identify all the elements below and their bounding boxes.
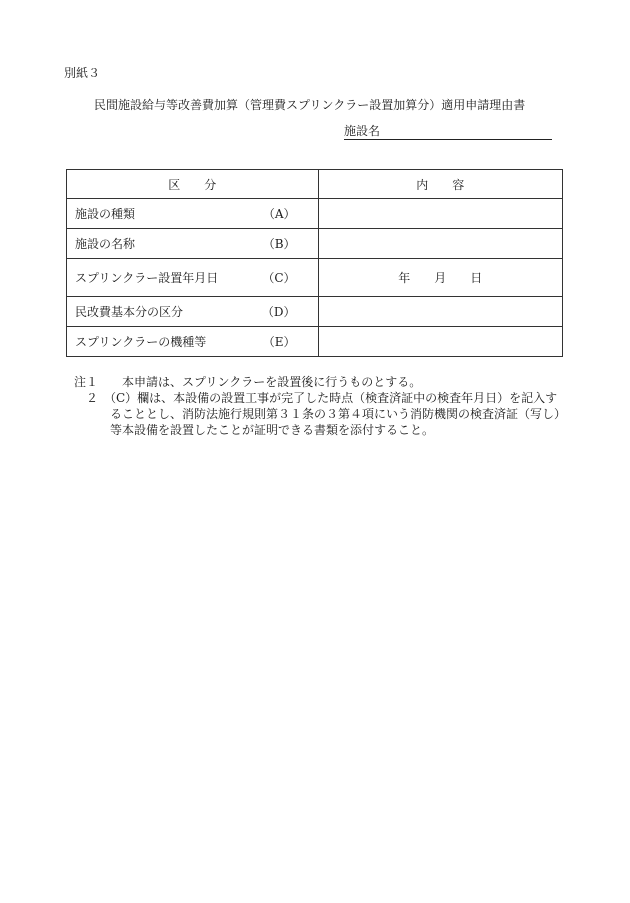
note-2-line-1: ２ （C）欄は、本設備の設置工事が完了した時点（検査済証中の検査年月日）を記入す — [74, 391, 558, 405]
application-table — [66, 169, 563, 357]
note-1: 注１ 本申請は、スプリンクラーを設置後に行うものとする。 — [74, 375, 422, 389]
table-row — [67, 297, 563, 327]
table-row — [67, 229, 563, 259]
row-label: 民改費基本分の区分 — [75, 305, 184, 319]
document-title: 民間施設給与等改善費加算（管理費スプリンクラー設置加算分）適用申請理由書 — [94, 98, 526, 112]
row-content-cell — [318, 297, 562, 327]
row-content-cell — [318, 199, 562, 229]
row-code: （E） — [262, 335, 296, 349]
row-label-cell — [67, 229, 319, 259]
row-content-cell — [318, 327, 562, 357]
table-header-row — [67, 170, 563, 199]
facility-name-field: 施設名 — [344, 124, 552, 140]
header-content: 内 容 — [318, 170, 562, 199]
header-category: 区 分 — [67, 170, 319, 199]
table-row — [67, 327, 563, 357]
table-row — [67, 259, 563, 297]
row-label-cell — [67, 199, 319, 229]
row-content-cell: 年 月 日 — [318, 259, 562, 297]
row-code: （B） — [262, 237, 296, 251]
row-label: 施設の名称 — [75, 237, 136, 251]
row-code: （C） — [262, 271, 296, 285]
row-label: スプリンクラー設置年月日 — [75, 271, 219, 285]
row-label-cell — [67, 327, 319, 357]
table-row — [67, 199, 563, 229]
attachment-label: 別紙３ — [64, 66, 101, 80]
row-label: スプリンクラーの機種等 — [75, 335, 207, 349]
note-2-line-2: ることとし、消防法施行規則第３１条の３第４項にいう消防機関の検査済証（写し） — [110, 407, 567, 421]
row-label: 施設の種類 — [75, 207, 136, 221]
notes-section — [74, 374, 566, 438]
row-content-cell — [318, 229, 562, 259]
row-label-cell — [67, 259, 319, 297]
row-code: （D） — [261, 305, 296, 319]
row-label-cell — [67, 297, 319, 327]
row-code: （A） — [262, 207, 296, 221]
note-2-line-3: 等本設備を設置したことが証明できる書類を添付すること。 — [110, 423, 435, 437]
